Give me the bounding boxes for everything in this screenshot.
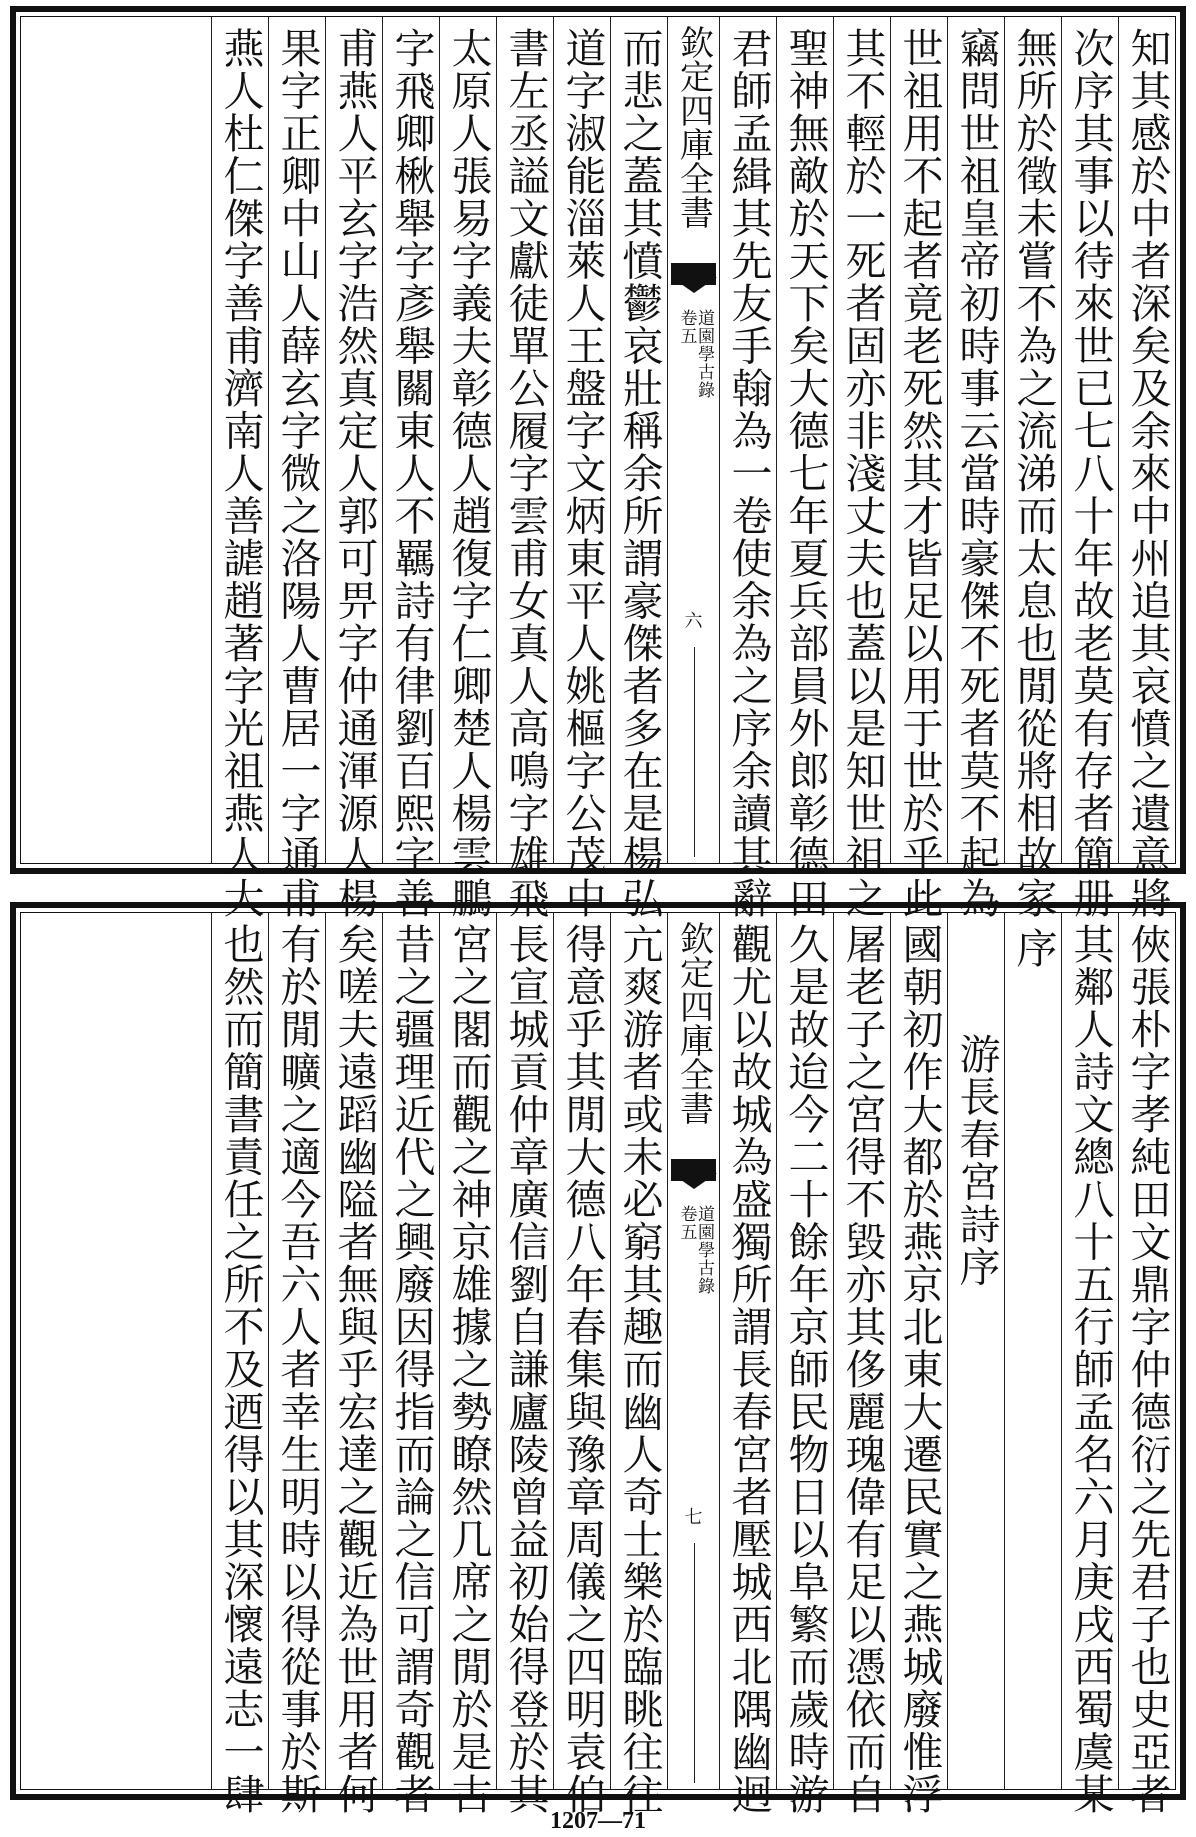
- text-line: 也然而簡書責任之所不及迺得以其深懷遠志一肆: [216, 923, 265, 1816]
- page-bottom-frame: [20, 912, 1176, 1816]
- text-column: [610, 17, 667, 920]
- text-line: 知其感於中者深矣及余來中州追其哀憤之遺意將: [1123, 27, 1172, 920]
- fold-book-title: 道園學古錄: [694, 309, 714, 399]
- fold-title: 欽定四庫全書: [673, 921, 714, 1125]
- text-line: 太原人張易字義夫彰德人趙復字仁卿楚人楊雲鵬: [444, 27, 493, 920]
- text-line: 書左丞謚文獻徒單公履字雲甫女真人高鳴字雄飛: [501, 27, 550, 920]
- text-column: [890, 913, 947, 1816]
- page-top: [10, 6, 1186, 920]
- center-fold: [667, 17, 719, 863]
- text-column: [211, 913, 268, 1816]
- text-line: 昔之疆理近代之興廢因得指而論之信可謂奇觀者: [387, 923, 436, 1816]
- text-column: [268, 17, 325, 920]
- text-column: [439, 913, 496, 1816]
- text-line: 其鄰人詩文總八十五行師孟名六月庚戌西蜀虞某: [1066, 923, 1115, 1816]
- text-column: [776, 913, 833, 1816]
- text-line: 得意乎其閒大德八年春集與豫章周儀之四明袁伯: [558, 923, 607, 1816]
- volume-page-number: 1207—71: [550, 1808, 646, 1834]
- text-column: [382, 17, 439, 920]
- fold-juan: 卷五: [676, 1205, 697, 1241]
- text-column: [325, 17, 382, 920]
- text-line: 甫燕人平玄字浩然真定人郭可畀字仲通渾源人楊: [330, 27, 379, 920]
- text-line: 聖神無敵於天下矣大德七年夏兵部員外郎彰德田: [781, 27, 830, 920]
- text-line: 觀尤以故城為盛獨所謂長春宮者壓城西北隅幽迥: [724, 923, 773, 1816]
- fold-divider: [694, 647, 695, 857]
- center-fold: [667, 913, 719, 1789]
- page-bottom: [10, 902, 1186, 1816]
- text-column: [325, 913, 382, 1816]
- text-column: [268, 913, 325, 1816]
- text-line: 俠張朴字孝純田文鼎字仲德衍之先君子也史亞者: [1123, 923, 1172, 1816]
- text-line: 燕人杜仁傑字善甫濟南人善謔趙著字光祖燕人大: [216, 27, 265, 920]
- fold-book-title: 道園學古錄: [694, 1205, 714, 1295]
- fold-page-number: 七: [684, 1507, 703, 1528]
- text-column: [947, 17, 1004, 920]
- text-column: [1118, 17, 1175, 920]
- text-column: [1004, 913, 1061, 1789]
- text-column: [1118, 913, 1175, 1816]
- text-line: 久是故迨今二十餘年京師民物日以阜繁而歲時游: [781, 923, 830, 1816]
- fish-tail-mark: [668, 1159, 719, 1195]
- text-line: 屠老子之宮得不毀亦其侈麗瑰偉有足以憑依而自: [838, 923, 887, 1816]
- text-column: [382, 913, 439, 1816]
- text-column: [776, 17, 833, 920]
- section-title-column: [947, 913, 1004, 1789]
- text-line: 其不輕於一死者固亦非淺丈夫也蓋以是知世祖之: [838, 27, 887, 920]
- text-column: [553, 913, 610, 1816]
- fold-page-number: 六: [684, 611, 703, 632]
- text-column: [1061, 913, 1118, 1816]
- fold-divider: [694, 1543, 695, 1783]
- text-column: [496, 913, 553, 1816]
- text-column: [719, 17, 776, 920]
- text-column: [439, 17, 496, 920]
- fold-juan: 卷五: [676, 309, 697, 345]
- fold-title: 欽定四庫全書: [673, 25, 714, 229]
- text-column: [553, 17, 610, 920]
- text-column: [833, 17, 890, 920]
- text-column: [719, 913, 776, 1816]
- text-column: [1061, 17, 1118, 920]
- text-line: 有於閒曠之適今吾六人者幸生明時以得從事於斯: [273, 923, 322, 1816]
- text-line: 亢爽游者或未必窮其趣而幽人奇士樂於臨眺往往: [615, 923, 664, 1816]
- text-line: 無所於徵未嘗不為之流涕而太息也閒從將相故家: [1009, 27, 1058, 920]
- text-line: 道字淑能淄萊人王盤字文炳東平人姚樞字公茂中: [558, 27, 607, 920]
- text-column: [211, 17, 268, 920]
- text-line: 而悲之蓋其憤鬱哀壯稱余所謂豪傑者多在是楊弘: [615, 27, 664, 920]
- text-line: 宮之閣而觀之神京雄據之勢瞭然几席之閒於是古: [444, 923, 493, 1816]
- page-top-frame: [20, 16, 1176, 920]
- text-column: [1004, 17, 1061, 920]
- text-line: 君師孟緝其先友手翰為一卷使余為之序余讀其辭: [724, 27, 773, 920]
- text-column: [890, 17, 947, 920]
- text-line: 長宣城貢仲章廣信劉自謙廬陵曾益初始得登於其: [501, 923, 550, 1816]
- text-line: 次序其事以待來世已七八十年故老莫有存者簡册: [1066, 27, 1115, 920]
- text-column: [833, 913, 890, 1816]
- text-line: 竊問世祖皇帝初時事云當時豪傑不死者莫不起為: [952, 27, 1001, 920]
- text-line: 國朝初作大都於燕京北東大遷民實之燕城廢惟浮: [895, 923, 944, 1816]
- text-line: 字飛卿楸舉字彥舉關東人不羈詩有律劉百熙字善: [387, 27, 436, 920]
- text-line: 矣嗟夫遠蹈幽隘者無與乎宏達之觀近為世用者何: [330, 923, 379, 1816]
- text-column: [610, 913, 667, 1816]
- text-line: 世祖用不起者竟老死然其才皆足以用于世於乎此: [895, 27, 944, 920]
- text-line: 序: [1009, 927, 1058, 970]
- text-line: 果字正卿中山人薛玄字微之洛陽人曹居一字通甫: [273, 27, 322, 920]
- fish-tail-mark: [668, 263, 719, 299]
- section-title: 游長春宮詩序: [952, 1033, 1001, 1288]
- text-column: [496, 17, 553, 920]
